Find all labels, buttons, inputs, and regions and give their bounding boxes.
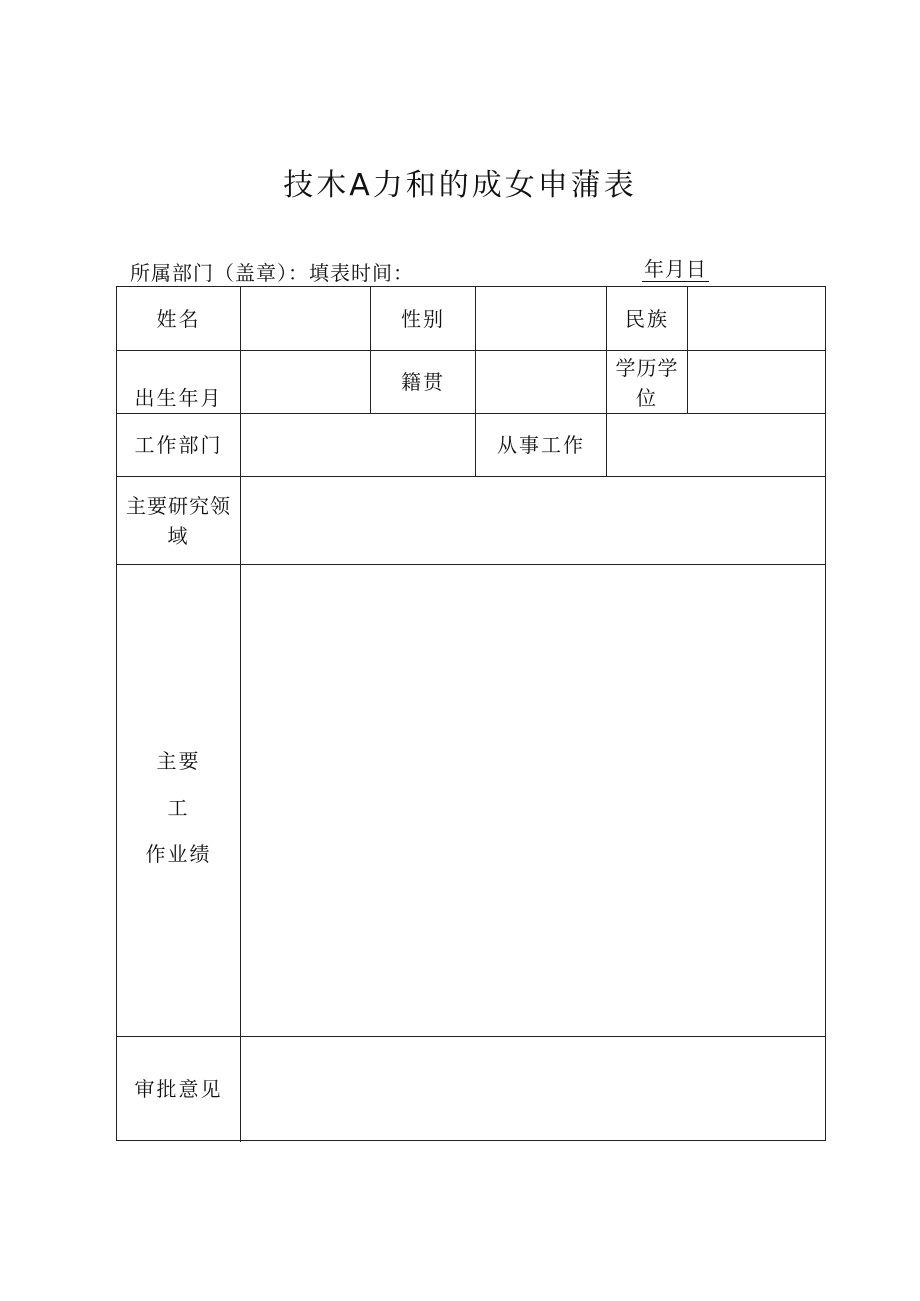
- department-seal-label: 所属部门（盖章）：填表时间：: [130, 261, 414, 285]
- application-form-table: [116, 286, 826, 1141]
- fill-date-label: 年月日: [644, 257, 707, 281]
- achievements-label-line2: 工: [167, 796, 190, 820]
- gender-label: 性别: [401, 307, 445, 331]
- work-department-field[interactable]: [241, 414, 474, 475]
- work-department-label: 工作部门: [134, 433, 223, 457]
- birth-date-label: 出生年月: [134, 386, 223, 410]
- birth-date-field[interactable]: [241, 351, 369, 412]
- native-place-field[interactable]: [476, 351, 605, 412]
- ethnicity-field[interactable]: [688, 288, 824, 349]
- research-field-input[interactable]: [241, 477, 824, 563]
- form-title: 技木A力和的成女申蒲表: [283, 168, 637, 203]
- name-label: 姓名: [156, 307, 201, 331]
- achievements-label-line3: 作业绩: [145, 842, 212, 866]
- gender-field[interactable]: [476, 288, 605, 349]
- ethnicity-label: 民族: [625, 307, 669, 331]
- research-field-label-line2: 域: [167, 524, 190, 548]
- education-label-line2: 位: [636, 386, 658, 410]
- education-field[interactable]: [688, 351, 824, 412]
- name-field[interactable]: [241, 288, 369, 349]
- native-place-label: 籍贯: [401, 370, 445, 394]
- research-field-label-line1: 主要研究领: [126, 494, 231, 518]
- work-engaged-label: 从事工作: [497, 433, 585, 457]
- form-header: [130, 257, 710, 285]
- education-label-line1: 学历学: [615, 356, 679, 380]
- achievements-label-line1: 主要: [156, 749, 201, 773]
- approval-opinion-input[interactable]: [241, 1037, 824, 1140]
- work-engaged-field[interactable]: [607, 414, 824, 475]
- approval-opinion-label: 审批意见: [134, 1077, 223, 1101]
- achievements-input[interactable]: [241, 565, 824, 1035]
